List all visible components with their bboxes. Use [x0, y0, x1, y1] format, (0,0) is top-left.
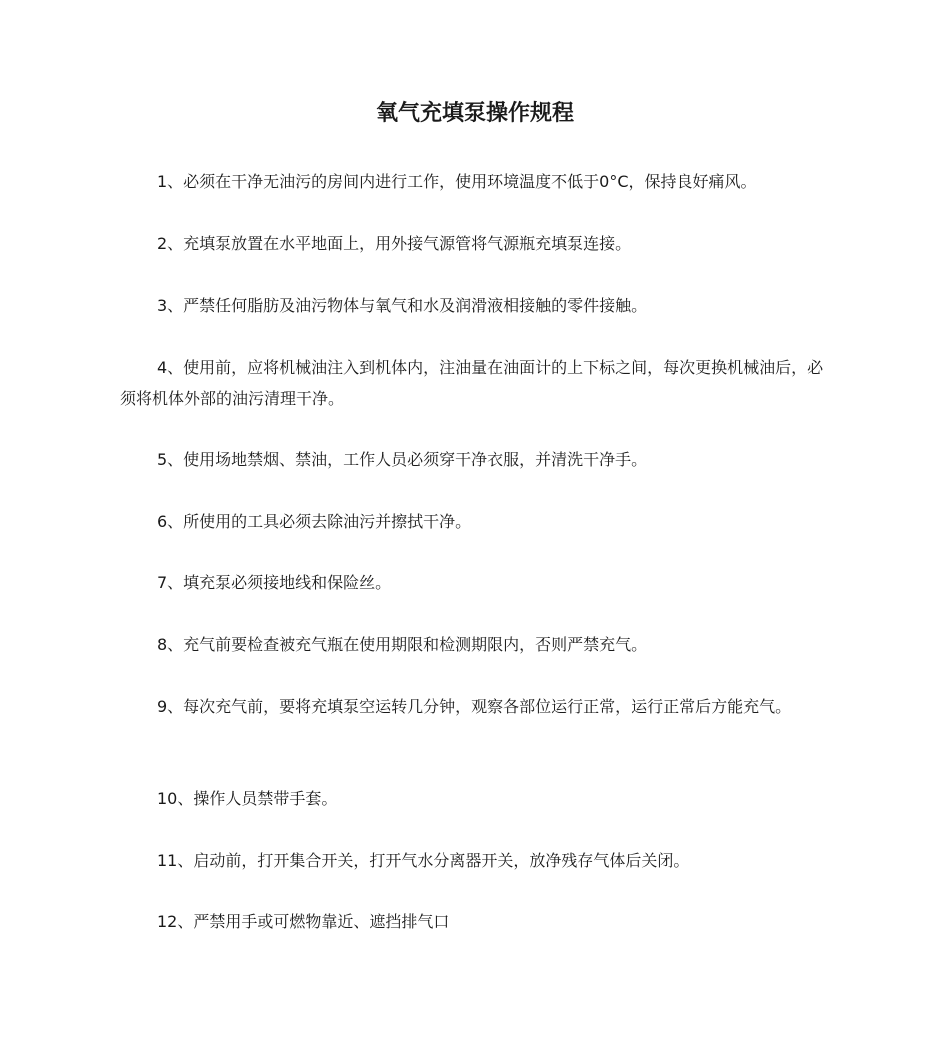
rule-item-2: 2、充填泵放置在水平地面上，用外接气源管将气源瓶充填泵连接。	[157, 234, 632, 253]
rule-item-10: 10、操作人员禁带手套。	[157, 789, 338, 808]
rule-item-12: 12、严禁用手或可燃物靠近、遮挡排气口	[157, 912, 450, 931]
rule-item-9: 9、每次充气前，要将充填泵空运转几分钟，观察各部位运行正常，运行正常后方能充气。	[157, 697, 792, 716]
rule-item-11: 11、启动前，打开集合开关，打开气水分离器开关，放净残存气体后关闭。	[157, 851, 690, 870]
rule-item-7: 7、填充泵必须接地线和保险丝。	[157, 573, 392, 592]
rule-item-1: 1、必须在干净无油污的房间内进行工作，使用环境温度不低于0°C，保持良好痛风。	[157, 172, 757, 191]
rule-item-5: 5、使用场地禁烟、禁油，工作人员必须穿干净衣服，并清洗干净手。	[157, 450, 648, 469]
document-title: 氧气充填泵操作规程	[375, 101, 574, 126]
rule-item-6: 6、所使用的工具必须去除油污并擦拭干净。	[157, 512, 472, 531]
rule-item-4: 4、使用前，应将机械油注入到机体内，注油量在油面计的上下标之间，每次更换机械油后，必须将机体外部的油污清理干净。	[120, 358, 824, 408]
rule-item-3: 3、严禁任何脂肪及油污物体与氧气和水及润滑液相接触的零件接触。	[157, 296, 648, 315]
rule-item-8: 8、充气前要检查被充气瓶在使用期限和检测期限内，否则严禁充气。	[157, 635, 648, 654]
